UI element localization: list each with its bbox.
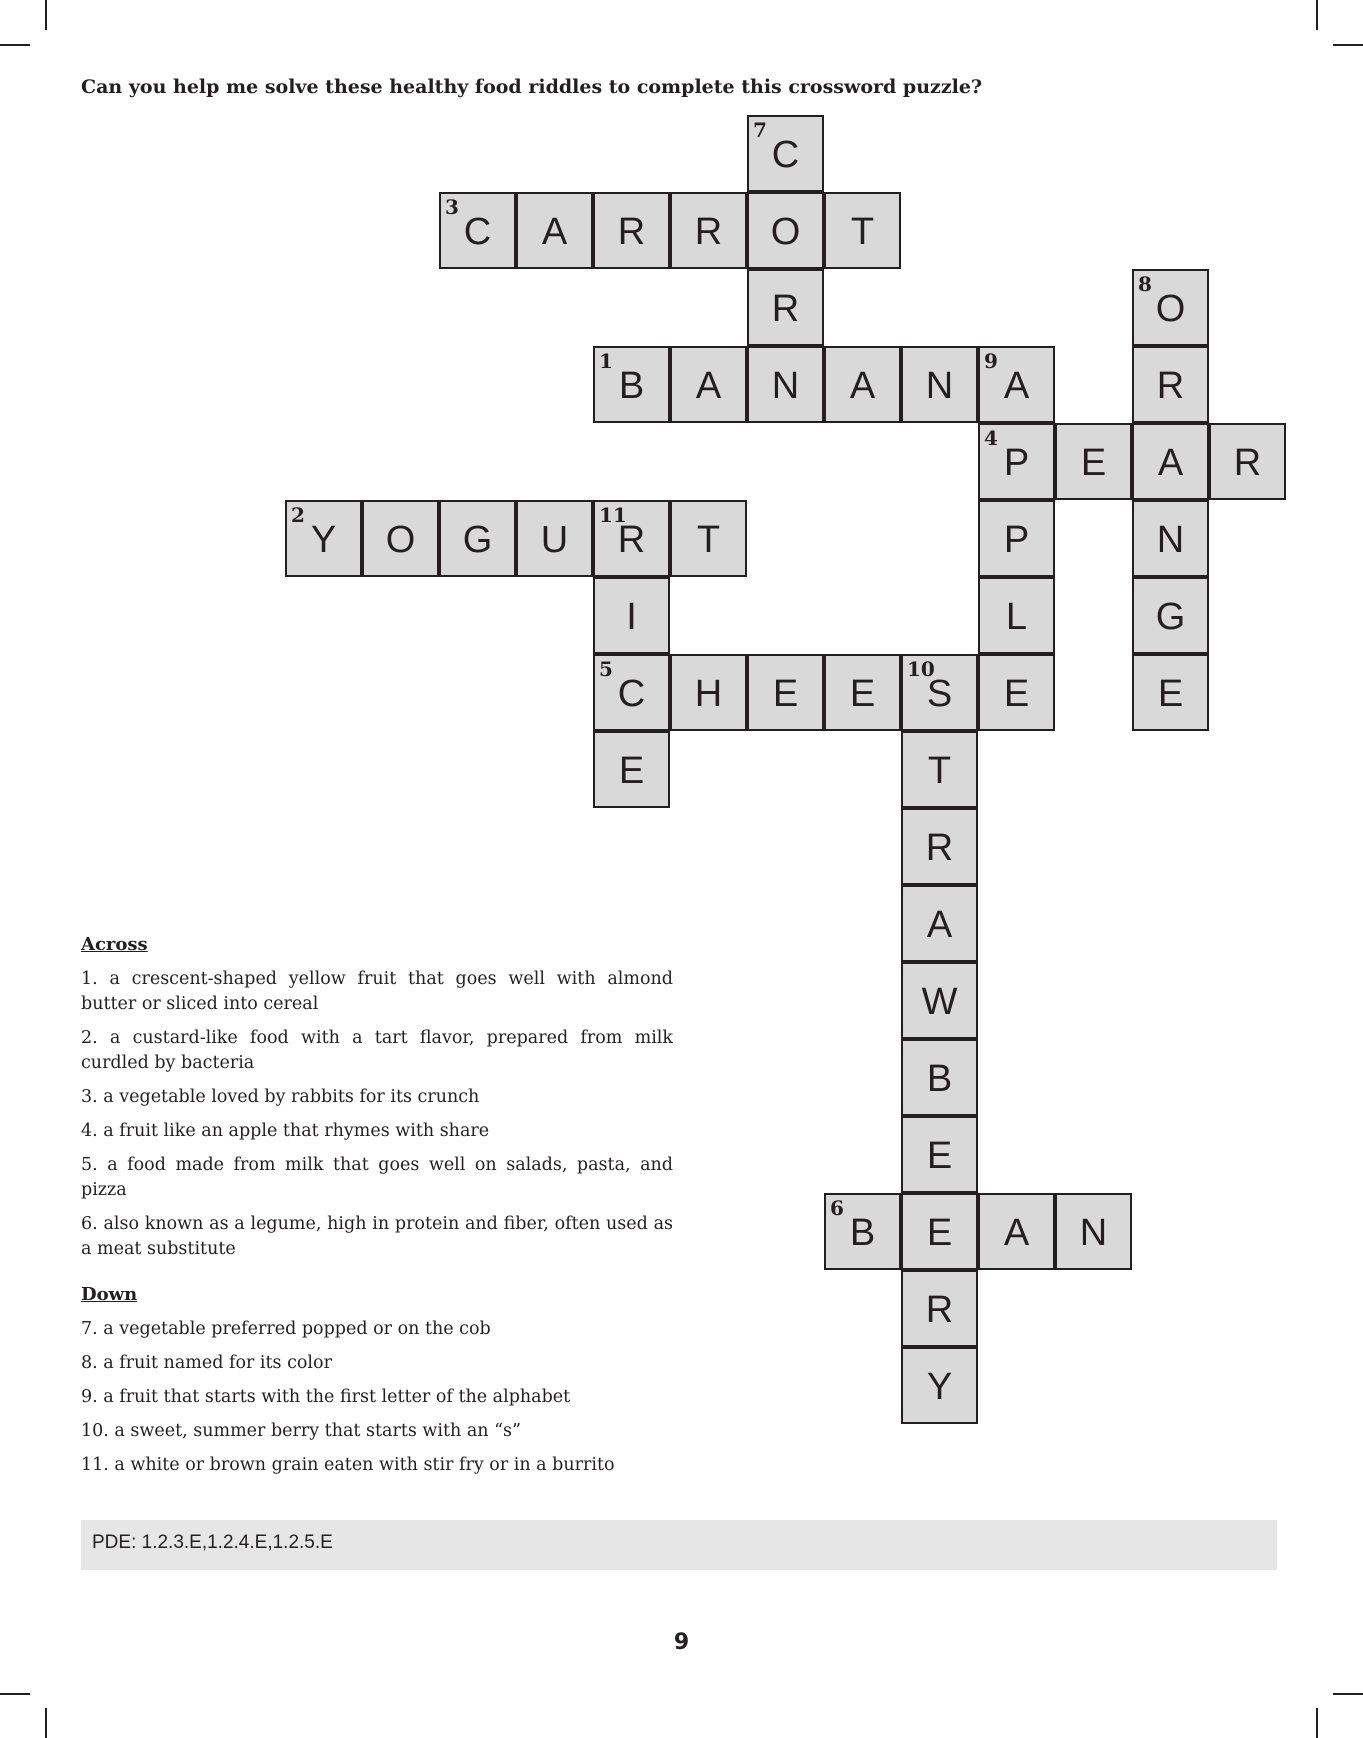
crossword-cell [593, 346, 670, 423]
crossword-cell [670, 346, 747, 423]
crossword-cell [901, 1347, 978, 1424]
cell-letter: E [1080, 442, 1107, 484]
across-clue-6: 6. also known as a legume, high in protein and fiber, often used as a meat substitute [81, 1214, 673, 1259]
cell-letter: O [1155, 288, 1186, 330]
crossword-cell [824, 1193, 901, 1270]
clue-number: 3 [445, 195, 459, 219]
across-clue-4: 4. a fruit like an apple that rhymes with share [81, 1121, 490, 1141]
cell-letter: H [694, 673, 723, 715]
cell-letter: P [1003, 442, 1030, 484]
crossword-cell [1132, 577, 1209, 654]
crossword-cell [1209, 423, 1286, 500]
across-clue-5: 5. a food made from milk that goes well on salads, pasta, and pizza [81, 1155, 673, 1200]
across-clue-2: 2. a custard-like food with a tart flavor, prepared from milk curdled by bacteria [81, 1028, 673, 1073]
cell-letter: W [921, 981, 958, 1023]
down-clue-10: 10. a sweet, summer berry that starts with an “s” [81, 1421, 521, 1441]
cell-letter: B [618, 365, 645, 407]
cell-letter: R [771, 288, 800, 330]
across-heading: Across [81, 934, 148, 955]
crossword-cell [901, 731, 978, 808]
across-clue-3: 3. a vegetable loved by rabbits for its crunch [81, 1087, 480, 1107]
cell-letter: E [1157, 673, 1184, 715]
cell-letter: R [694, 211, 723, 253]
cell-letter: B [926, 1058, 953, 1100]
cell-letter: A [1157, 442, 1184, 484]
crossword-cell [593, 500, 670, 577]
crossword-cell [1132, 500, 1209, 577]
crossword-cell [1132, 654, 1209, 731]
crossword-cell [516, 500, 593, 577]
crossword-cell [901, 346, 978, 423]
cell-letter: O [770, 211, 801, 253]
cell-letter: T [696, 519, 721, 561]
clue-number: 8 [1138, 272, 1152, 296]
crossword-cell [824, 192, 901, 269]
cell-letter: R [617, 519, 646, 561]
crossword-cell [978, 500, 1055, 577]
cell-letter: A [1003, 365, 1030, 407]
crop-mark [45, 1708, 47, 1738]
cell-letter: C [617, 673, 646, 715]
pde-standards-bar [81, 1520, 1277, 1570]
cell-letter: A [849, 365, 876, 407]
crossword-cell [901, 654, 978, 731]
cell-letter: B [849, 1212, 876, 1254]
crossword-cell [362, 500, 439, 577]
cell-letter: A [1003, 1212, 1030, 1254]
pde-standards: PDE: 1.2.3.E,1.2.4.E,1.2.5.E [92, 1532, 333, 1553]
crossword-cell [516, 192, 593, 269]
crossword-cell [901, 962, 978, 1039]
down-heading: Down [81, 1284, 138, 1305]
crossword-cell [978, 1193, 1055, 1270]
cell-letter: N [771, 365, 800, 407]
cell-letter: E [926, 1212, 953, 1254]
crossword-cell [901, 1039, 978, 1116]
down-clue-11: 11. a white or brown grain eaten with stir fry or in a burrito [81, 1455, 615, 1475]
down-clue-8: 8. a fruit named for its color [81, 1353, 332, 1373]
down-clue-9: 9. a fruit that starts with the first letter of the alphabet [81, 1387, 571, 1407]
cell-letter: N [1156, 519, 1185, 561]
crossword-cell [901, 808, 978, 885]
clues-section [81, 932, 673, 1487]
crossword-cell [901, 885, 978, 962]
cell-letter: N [1079, 1212, 1108, 1254]
cell-letter: Y [310, 519, 337, 561]
crossword-cell [901, 1116, 978, 1193]
crossword-cell [747, 654, 824, 731]
across-clue-1: 1. a crescent-shaped yellow fruit that goes well with almond butter or sliced into cereal [81, 969, 673, 1014]
clue-number: 9 [984, 349, 998, 373]
crossword-cell [439, 500, 516, 577]
clue-number: 4 [984, 426, 998, 450]
crossword-cell [978, 346, 1055, 423]
crossword-cell [901, 1270, 978, 1347]
clue-number: 2 [291, 503, 305, 527]
crossword-cell [670, 500, 747, 577]
crossword-cell [439, 192, 516, 269]
crossword-cell [285, 500, 362, 577]
crossword-cell [824, 346, 901, 423]
crop-mark [0, 1693, 30, 1695]
cell-letter: C [771, 134, 800, 176]
crop-mark [1333, 1693, 1363, 1695]
crossword-cell [747, 115, 824, 192]
down-clue-7: 7. a vegetable preferred popped or on the cob [81, 1319, 491, 1339]
cell-letter: Y [926, 1366, 953, 1408]
clue-number: 1 [599, 349, 613, 373]
cell-letter: E [618, 750, 645, 792]
crossword-cell [978, 577, 1055, 654]
cell-letter: R [925, 1289, 954, 1331]
crossword-cell [670, 654, 747, 731]
crossword-cell [670, 192, 747, 269]
cell-letter: A [541, 211, 568, 253]
clue-number: 11 [599, 503, 627, 527]
cell-letter: T [927, 750, 952, 792]
crossword-cell [747, 192, 824, 269]
crossword-cell [901, 1193, 978, 1270]
clue-number: 6 [830, 1196, 844, 1220]
page-title: Can you help me solve these healthy food riddles to complete this crossword puzzle? [81, 76, 983, 98]
crossword-cell [978, 654, 1055, 731]
crossword-cell [1055, 1193, 1132, 1270]
crossword-cell [1055, 423, 1132, 500]
cell-letter: R [1156, 365, 1185, 407]
cell-letter: E [926, 1135, 953, 1177]
crossword-cell [1132, 423, 1209, 500]
crossword-cell [978, 423, 1055, 500]
clue-number: 7 [753, 118, 767, 142]
cell-letter: R [925, 827, 954, 869]
crossword-cell [1132, 346, 1209, 423]
clue-number: 5 [599, 657, 613, 681]
cell-letter: C [463, 211, 492, 253]
crossword-cell [824, 654, 901, 731]
clue-number: 10 [907, 657, 935, 681]
crossword-cell [747, 346, 824, 423]
cell-letter: T [850, 211, 875, 253]
cell-letter: G [462, 519, 493, 561]
crossword-cell [747, 269, 824, 346]
cell-letter: L [1005, 596, 1028, 638]
cell-letter: A [695, 365, 722, 407]
cell-letter: N [925, 365, 954, 407]
crossword-cell [593, 192, 670, 269]
crop-mark [1316, 1708, 1318, 1738]
crossword-cell [593, 731, 670, 808]
cell-letter: I [626, 596, 637, 638]
cell-letter: E [1003, 673, 1030, 715]
cell-letter: R [617, 211, 646, 253]
cell-letter: O [385, 519, 416, 561]
cell-letter: U [540, 519, 569, 561]
cell-letter: P [1003, 519, 1030, 561]
cell-letter: G [1155, 596, 1186, 638]
crossword-cell [593, 654, 670, 731]
cell-letter: E [772, 673, 799, 715]
crossword-cell [593, 577, 670, 654]
page-number: 9 [673, 1630, 690, 1655]
cell-letter: E [849, 673, 876, 715]
crossword-cell [1132, 269, 1209, 346]
cell-letter: S [926, 673, 953, 715]
cell-letter: A [926, 904, 953, 946]
cell-letter: R [1233, 442, 1262, 484]
